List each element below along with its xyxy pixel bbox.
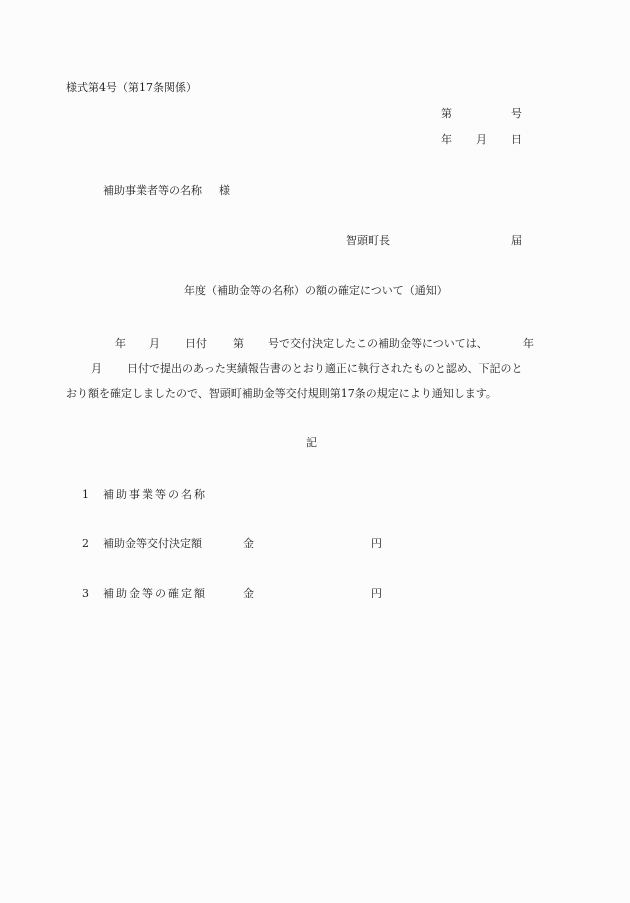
date-day: 日 (511, 133, 522, 146)
body-line1-date-suffix: 日付 (185, 337, 207, 350)
ki-heading: 記 (306, 436, 317, 449)
body-line1-text: 号で交付決定したこの補助金等については、 (268, 337, 488, 350)
recipient-honorific: 様 (219, 184, 230, 197)
item-amount-suffix: 円 (371, 537, 382, 550)
recipient-name: 補助事業者等の名称 (103, 184, 202, 197)
body-line3-text: おり額を確定しましたので、智頭町補助金等交付規則第17条の規定により通知します。 (66, 387, 497, 400)
sender-name: 智頭町長 (346, 234, 390, 247)
item-amount-prefix: 金 (243, 537, 254, 550)
item-number: 3 (82, 587, 89, 600)
item-label: 補助事業等の名称 (103, 488, 207, 501)
item-label: 補助金等の確定額 (103, 587, 207, 600)
document-number-suffix: 号 (511, 107, 522, 120)
date-month: 月 (476, 133, 487, 146)
item-amount-prefix: 金 (243, 587, 254, 600)
item-label: 補助金等交付決定額 (103, 537, 202, 550)
body-line2-text: 日付で提出のあった実績報告書のとおり適正に執行されたものと認め、下記のと (127, 362, 523, 375)
body-line2-month: 月 (91, 362, 102, 375)
date-year: 年 (441, 133, 452, 146)
body-line1-year2: 年 (523, 337, 534, 350)
body-line1-year: 年 (115, 337, 126, 350)
sender-seal: 届 (511, 234, 522, 247)
document-number-prefix: 第 (441, 107, 452, 120)
item-amount-suffix: 円 (371, 587, 382, 600)
body-line1-number-prefix: 第 (233, 337, 244, 350)
item-number: 2 (82, 537, 89, 550)
form-label: 様式第4号（第17条関係） (66, 81, 197, 94)
body-line1-month: 月 (149, 337, 160, 350)
item-number: 1 (82, 488, 89, 501)
document-title: 年度（補助金等の名称）の額の確定について（通知） (184, 284, 448, 297)
